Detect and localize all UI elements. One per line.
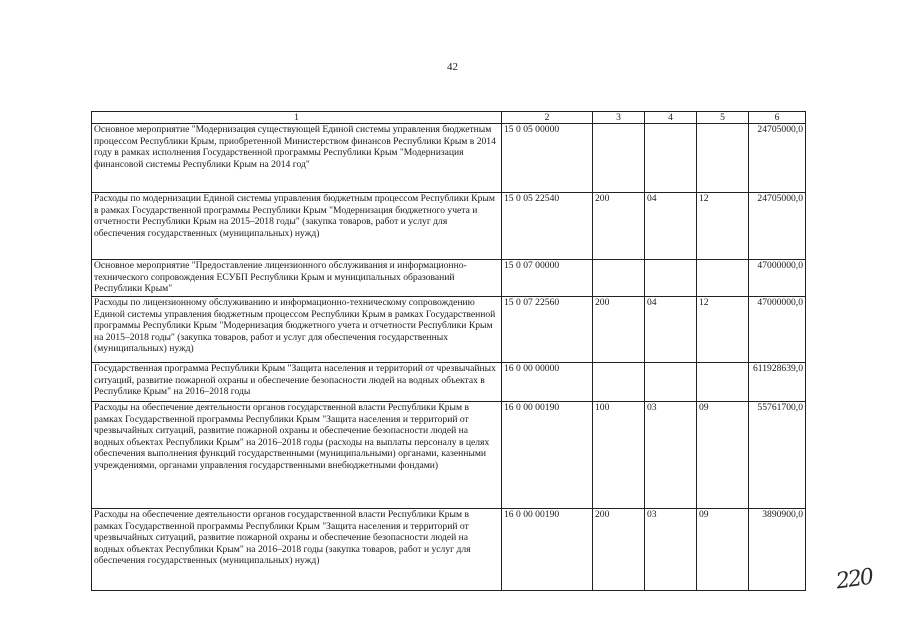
row-description: Основное мероприятие "Предоставление лицензионного обслуживания и информационно-технического сопровождения ЕСУБП Республики Крым и муниципальных образований Республики Крым" (92, 260, 502, 297)
table-row (92, 260, 806, 297)
column-header: 2 (502, 112, 593, 124)
row-expense-type (593, 260, 645, 297)
table-row (92, 193, 806, 260)
row-subsection (697, 124, 749, 193)
row-code: 15 0 07 00000 (502, 260, 593, 297)
row-section: 03 (645, 402, 697, 509)
row-amount: 47000000,0 (749, 260, 806, 297)
row-code: 15 0 05 22540 (502, 193, 593, 260)
row-amount: 24705000,0 (749, 193, 806, 260)
table-row (92, 363, 806, 402)
table-row (92, 297, 806, 363)
row-description: Расходы на обеспечение деятельности органов государственной власти Республики Крым в рамках Государственной программы Республики Крым "Защита населения и территорий от чрезвычайных ситуаций, развитие пожарной охраны и обеспечение безопасности людей на водных объектах Республики Крым" на 2016–2018 годы (расходы на выплаты персоналу в целях обеспечения выполнения функций государственными (муниципальными) органами, казенными учреждениями, органами управления государственными внебюджетными фондами) (92, 402, 502, 509)
page-number: 42 (447, 61, 458, 73)
row-amount: 47000000,0 (749, 297, 806, 363)
row-description: Расходы на обеспечение деятельности органов государственной власти Республики Крым в рамках Государственной программы Республики Крым "Защита населения и территорий от чрезвычайных ситуаций, развитие пожарной охраны и обеспечение безопасности людей на водных объектах Республики Крым" на 2016–2018 годы (закупка товаров, работ и услуг для обеспечения государственных (муниципальных) нужд) (92, 509, 502, 591)
row-section: 03 (645, 509, 697, 591)
row-subsection (697, 260, 749, 297)
column-header: 3 (593, 112, 645, 124)
row-code: 15 0 07 22560 (502, 297, 593, 363)
column-header: 1 (92, 112, 502, 124)
row-expense-type: 200 (593, 509, 645, 591)
row-subsection: 09 (697, 509, 749, 591)
row-subsection: 09 (697, 402, 749, 509)
budget-table (91, 111, 806, 591)
table-row (92, 124, 806, 193)
row-code: 16 0 00 00000 (502, 363, 593, 402)
row-subsection: 12 (697, 193, 749, 260)
row-section (645, 260, 697, 297)
row-section: 04 (645, 297, 697, 363)
row-amount: 3890900,0 (749, 509, 806, 591)
row-description: Государственная программа Республики Крым "Защита населения и территорий от чрезвычайных ситуаций, развитие пожарной охраны и обеспечение безопасности людей на водных объектах в Республике Крым" на 2016–2018 годы (92, 363, 502, 402)
row-section (645, 124, 697, 193)
table-header-row (92, 112, 806, 124)
row-description: Расходы по лицензионному обслуживанию и информационно-техническому сопровождению Единой системы управления бюджетным процессом Республики Крым в рамках Государственной программы Республики Крым "Модернизация бюджетного учета и отчетности Республики Крым на 2015–2018 годы" (закупка товаров, работ и услуг для обеспечения государственных (муниципальных) нужд) (92, 297, 502, 363)
column-header: 6 (749, 112, 806, 124)
column-header: 5 (697, 112, 749, 124)
table-row (92, 509, 806, 591)
table-row (92, 402, 806, 509)
row-description: Расходы по модернизации Единой системы управления бюджетным процессом Республики Крым в рамках Государственной программы Республики Крым "Модернизация бюджетного учета и отчетности Республики Крым на 2015–2018 годы" (закупка товаров, работ и услуг для обеспечения государственных (муниципальных) нужд) (92, 193, 502, 260)
row-subsection: 12 (697, 297, 749, 363)
row-expense-type (593, 363, 645, 402)
row-code: 16 0 00 00190 (502, 509, 593, 591)
row-expense-type (593, 124, 645, 193)
handwritten-page-mark: 220 (834, 564, 874, 595)
row-code: 15 0 05 00000 (502, 124, 593, 193)
row-subsection (697, 363, 749, 402)
row-amount: 24705000,0 (749, 124, 806, 193)
row-section: 04 (645, 193, 697, 260)
row-code: 16 0 00 00190 (502, 402, 593, 509)
row-amount: 611928639,0 (749, 363, 806, 402)
row-amount: 55761700,0 (749, 402, 806, 509)
row-expense-type: 200 (593, 297, 645, 363)
column-header: 4 (645, 112, 697, 124)
row-section (645, 363, 697, 402)
row-expense-type: 200 (593, 193, 645, 260)
row-expense-type: 100 (593, 402, 645, 509)
row-description: Основное мероприятие "Модернизация существующей Единой системы управления бюджетным процессом Республики Крым, приобретенной Министерством финансов Республики Крым в 2014 году в рамках исполнения Государственной программы Республики Крым "Модернизация финансовой системы Республики Крым на 2014 год" (92, 124, 502, 193)
